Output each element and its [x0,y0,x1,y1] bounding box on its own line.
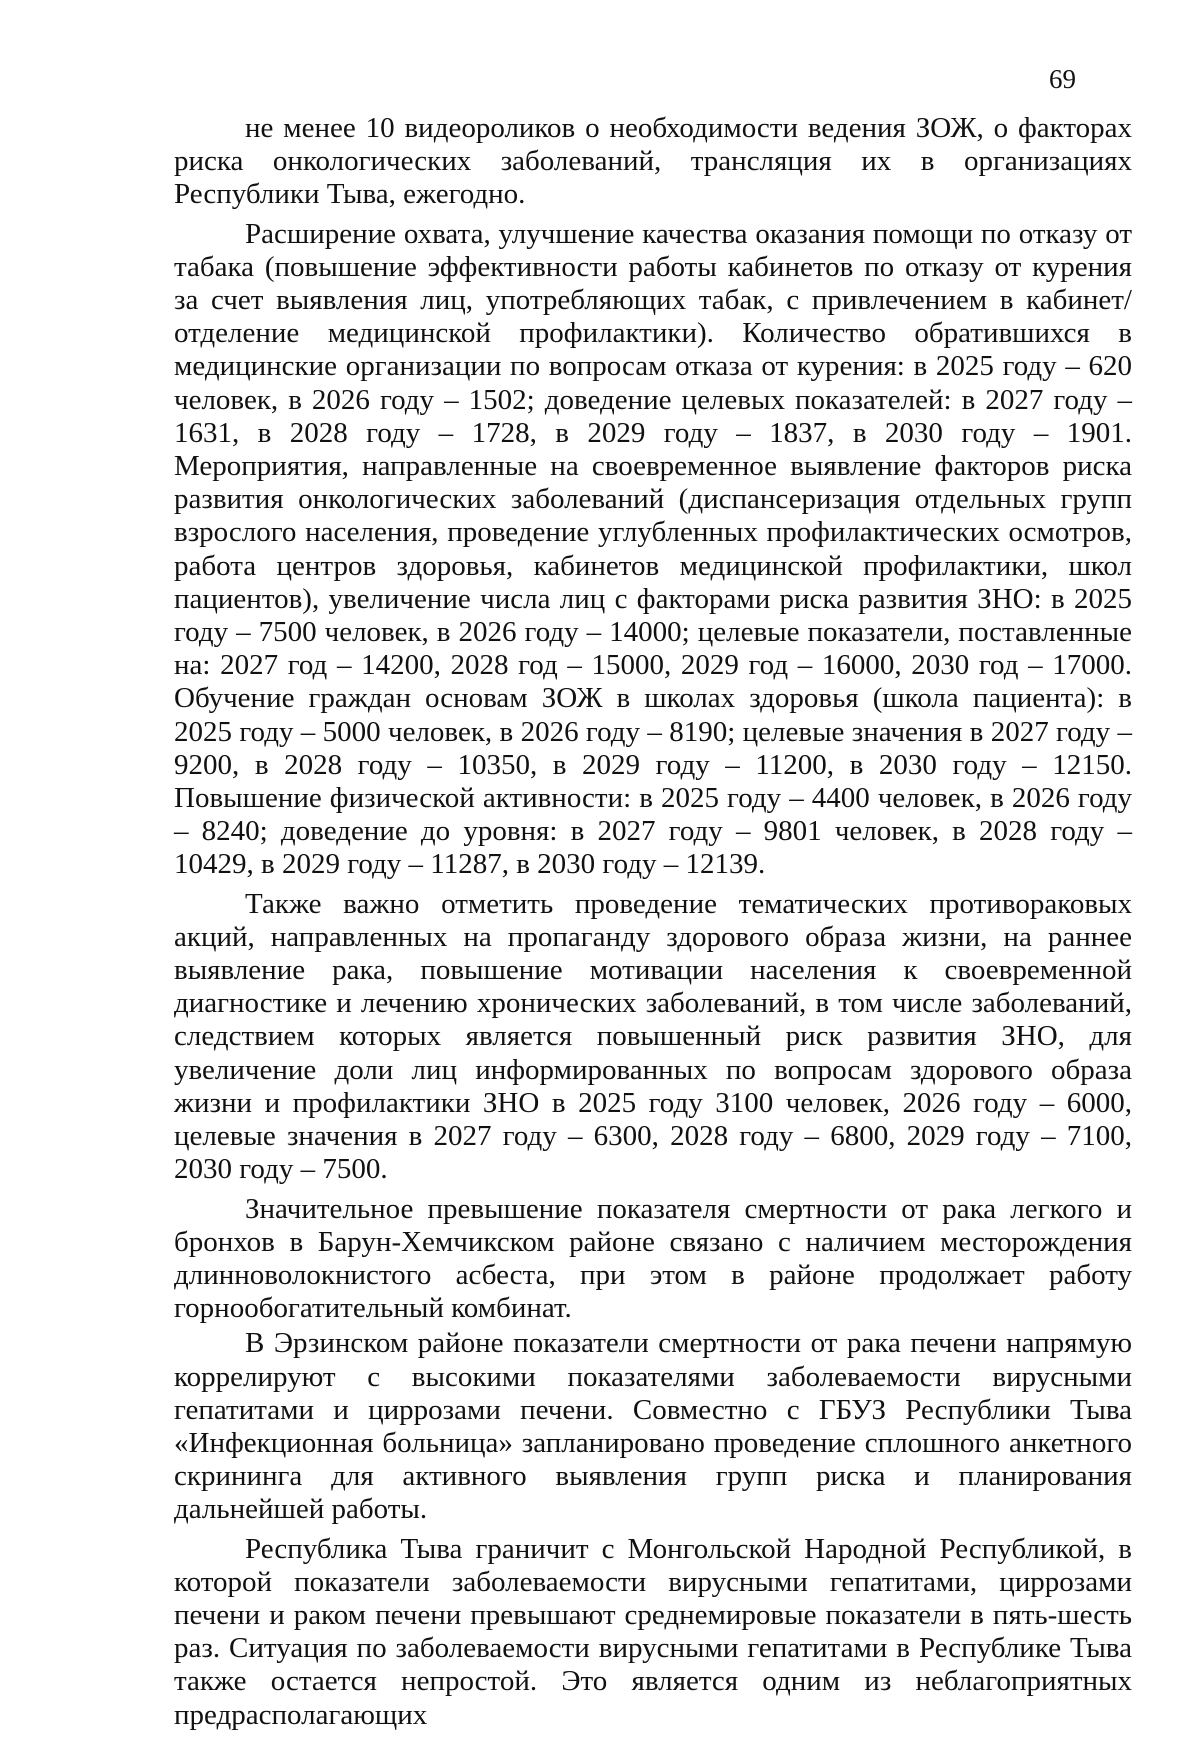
paragraph-tobacco-cessation: Расширение охвата, улучшение качества оказания помощи по отказу от табака (повышение эффективности работы кабинетов по отказу от курения за счет выявления лиц, употребляющих табак, с привлечением в кабинет/отделение медицинской профилактики). Количество обратившихся в медицинские организации по вопросам отказа от курения: в 2025 году – 620 человек, в 2026 году – 1502; доведение целевых показателей: в 2027 году – 1631, в 2028 году – 1728, в 2029 году – 1837, в 2030 году – 1901. Мероприятия, направленные на своевременное выявление факторов риска развития онкологических заболеваний (диспансеризация отдельных групп взрослого населения, проведение углубленных профилактических осмотров, работа центров здоровья, кабинетов медицинской профилактики, школ пациентов), увеличение числа лиц с факторами риска развития ЗНО: в 2025 году – 7500 человек, в 2026 году – 14000; целевые показатели, поставленные на: 2027 год – 14200, 2028 год – 15000, 2029 год – 16000, 2030 год – 17000. Обучение граждан основам ЗОЖ в школах здоровья (школа пациента): в 2025 году – 5000 человек, в 2026 году – 8190; целевые значения в 2027 году – 9200, в 2028 году – 10350, в 2029 году – 11200, в 2030 году – 12150. Повышение физической активности: в 2025 году – 4400 человек, в 2026 году – 8240; доведение до уровня: в 2027 году – 9801 человек, в 2028 году – 10429, в 2029 году – 11287, в 2030 году – 12139. [174,217,1132,881]
paragraph-videos: не менее 10 видеороликов о необходимости ведения ЗОЖ, о факторах риска онкологических заболеваний, трансляция их в организациях Республики Тыва, ежегодно. [174,112,1132,211]
page-number: 69 [1049,64,1076,94]
paragraph-barun-khemchik: Значительное превышение показателя смертности от рака легкого и бронхов в Барун-Хемчикском районе связано с наличием месторождения длинноволокнистого асбеста, при этом в районе продолжает работу горнообогатительный комбинат. [174,1192,1132,1325]
paragraph-mongolia-hepatitis: Республика Тыва граничит с Монгольской Народной Республикой, в которой показатели заболеваемости вирусными гепатитами, циррозами печени и раком печени превышают среднемировые показатели в пять-шесть раз. Ситуация по заболеваемости вирусными гепатитами в Республике Тыва также остается непростой. Это является одним из неблагоприятных предрасполагающих [174,1532,1132,1731]
document-body [174,112,1132,1738]
paragraph-erzin: В Эрзинском районе показатели смертности от рака печени напрямую коррелируют с высокими показателями заболеваемости вирусными гепатитами и циррозами печени. Совместно с ГБУЗ Республики Тыва «Инфекционная больница» запланировано проведение сплошного анкетного скрининга для активного выявления групп риска и планирования дальнейшей работы. [174,1327,1132,1526]
paragraph-anticancer-campaigns: Также важно отметить проведение тематических противораковых акций, направленных на пропаганду здорового образа жизни, на раннее выявление рака, повышение мотивации населения к своевременной диагностике и лечению хронических заболеваний, в том числе заболеваний, следствием которых является повышенный риск развития ЗНО, для увеличение доли лиц информированных по вопросам здорового образа жизни и профилактики ЗНО в 2025 году 3100 человек, 2026 году – 6000, целевые значения в 2027 году – 6300, 2028 году – 6800, 2029 году – 7100, 2030 году – 7500. [174,887,1132,1186]
